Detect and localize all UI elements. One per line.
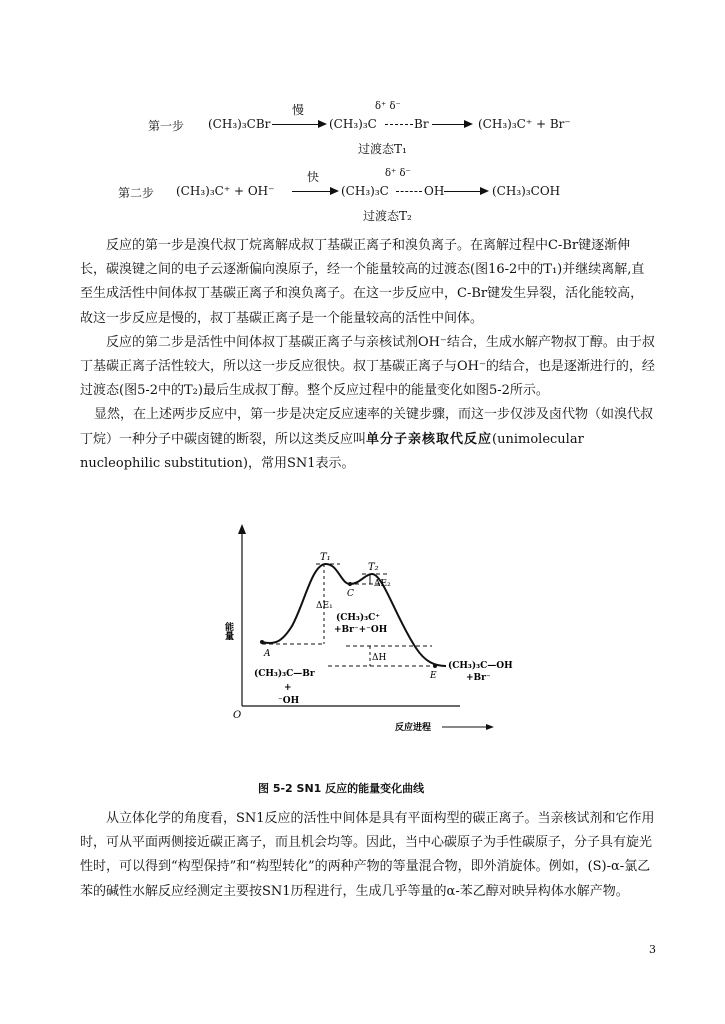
step2-product: (CH₃)₃COH (492, 184, 561, 198)
paragraph-3-text-b: (unimolecular nucleophilic substitution)，常用SN1表示。 (80, 431, 584, 471)
step1-slow-label: 慢 (292, 103, 305, 117)
step2-fast-label: 快 (307, 170, 320, 184)
step2-arrowhead-1 (330, 187, 339, 195)
paragraph-3 (80, 403, 655, 476)
y-axis-label: 能量 (223, 622, 233, 640)
x-axis-label-arrowhead (486, 724, 494, 730)
reactant-label-1: (CH₃)₃C—Br (254, 669, 315, 679)
dh-label: ΔH (372, 653, 387, 663)
step1-label: 第一步 (148, 119, 185, 133)
de2-label: ΔE₂ (374, 579, 391, 589)
step1-reactant: (CH₃)₃CBr (208, 117, 271, 131)
paragraph-2: 反应的第二步是活性中间体叔丁基碳正离子与亲核试剂OH⁻结合，生成水解产物叔丁醇。由于叔丁基碳正离子活性较大，所以这一步反应很快。叔丁基碳正离子与OH⁻的结合，也是逐渐进行的，经过渡态(图5-2中的T₂)最后生成叔丁醇。整个反应过程中的能量变化如图5-2所示。 (80, 334, 655, 399)
step1-ts-right: Br (414, 117, 429, 131)
step2-ts-partial-charges: δ⁺ δ⁻ (385, 168, 411, 179)
paragraph-1: 反应的第一步是溴代叔丁烷离解成叔丁基碳正离子和溴负离子。在离解过程中C-Br键逐渐伸长，碳溴键之间的电子云逐渐偏向溴原子，经一个能量较高的过渡态(图16-2中的T₁)并继续离解,直至生成活性中间体叔丁基碳正离子和溴负离子。在这一步反应中，C-Br键发生异裂，活化能较高，故这一步反应是慢的，叔丁基碳正离子是一个能量较高的活性中间体。 (80, 238, 645, 326)
step1-ts-bond (385, 124, 413, 125)
step1-ts-partial-charges: δ⁺ δ⁻ (375, 101, 401, 112)
x-axis-label: 反应进程 (395, 723, 432, 733)
step1-products: (CH₃)₃C⁺ + Br⁻ (478, 117, 571, 131)
step1-arrowhead-2 (464, 120, 473, 128)
paragraph-3-text-a: 显然，在上述两步反应中，第一步是决定反应速率的关键步骤，而这一步仅涉及卤代物（如溴代叔丁烷）一种分子中碳卤键的断裂，所以这类反应叫 (80, 407, 654, 447)
intermediate-label-2: +Br⁻+⁻OH (334, 625, 388, 635)
point-e (433, 664, 437, 668)
step2-arrow-2 (444, 191, 482, 192)
step2-label: 第二步 (118, 186, 155, 200)
step1-ts-left: (CH₃)₃C (329, 117, 377, 131)
y-axis-arrowhead (238, 524, 246, 534)
reactant-label-2: + (284, 683, 292, 693)
a-label: A (264, 649, 271, 659)
product-label-1: (CH₃)₃C—OH (448, 661, 513, 671)
reactant-label-3: ⁻OH (278, 696, 300, 706)
origin-label: O (233, 710, 242, 721)
intermediate-label-1: (CH₃)₃C⁺ (336, 613, 380, 623)
energy-diagram (220, 520, 520, 735)
paragraph-4: 从立体化学的角度看，SN1反应的活性中间体是具有平面构型的碳正离子。当亲核试剂和它作用时，可从平面两侧接近碳正离子，而且机会均等。因此，当中心碳原子为手性碳原子，分子具有旋光性时，可以得到“构型保持”和“构型转化”的两种产物的等量混合物，即外消旋体。例如，(S)-α-氯乙苯的碱性水解反应经测定主要按SN1历程进行，生成几乎等量的α-苯乙醇对映异构体水解产物。 (80, 811, 655, 899)
body-text-block-2 (80, 807, 655, 904)
step2-ts-caption: 过渡态T₂ (363, 209, 412, 223)
t1-label: T₁ (320, 552, 331, 563)
t2-label: T₂ (368, 562, 379, 573)
step1-ts-caption: 过渡态T₁ (358, 142, 407, 156)
point-a (260, 640, 264, 644)
step2-ts-left: (CH₃)₃C (341, 184, 389, 198)
product-label-2: +Br⁻ (466, 673, 491, 683)
step2-arrow-1 (292, 191, 332, 192)
page-number: 3 (649, 943, 656, 956)
step1-arrow-1 (272, 124, 320, 125)
step2-ts-bond (396, 191, 422, 192)
de1-label: ΔE₁ (316, 601, 333, 611)
step1-arrow-2 (432, 124, 466, 125)
step2-reactants: (CH₃)₃C⁺ + OH⁻ (176, 184, 275, 198)
step2-arrowhead-2 (480, 187, 489, 195)
e-label: E (430, 671, 437, 681)
point-c (348, 582, 352, 586)
c-label: C (347, 589, 354, 599)
step1-arrowhead-1 (318, 120, 327, 128)
figure-caption: 图 5-2 SN1 反应的能量变化曲线 (258, 782, 425, 795)
paragraph-3-bold-term: 单分子亲核取代反应 (366, 431, 493, 447)
step2-ts-right: OH (424, 184, 445, 198)
body-text-block-1 (80, 234, 655, 476)
